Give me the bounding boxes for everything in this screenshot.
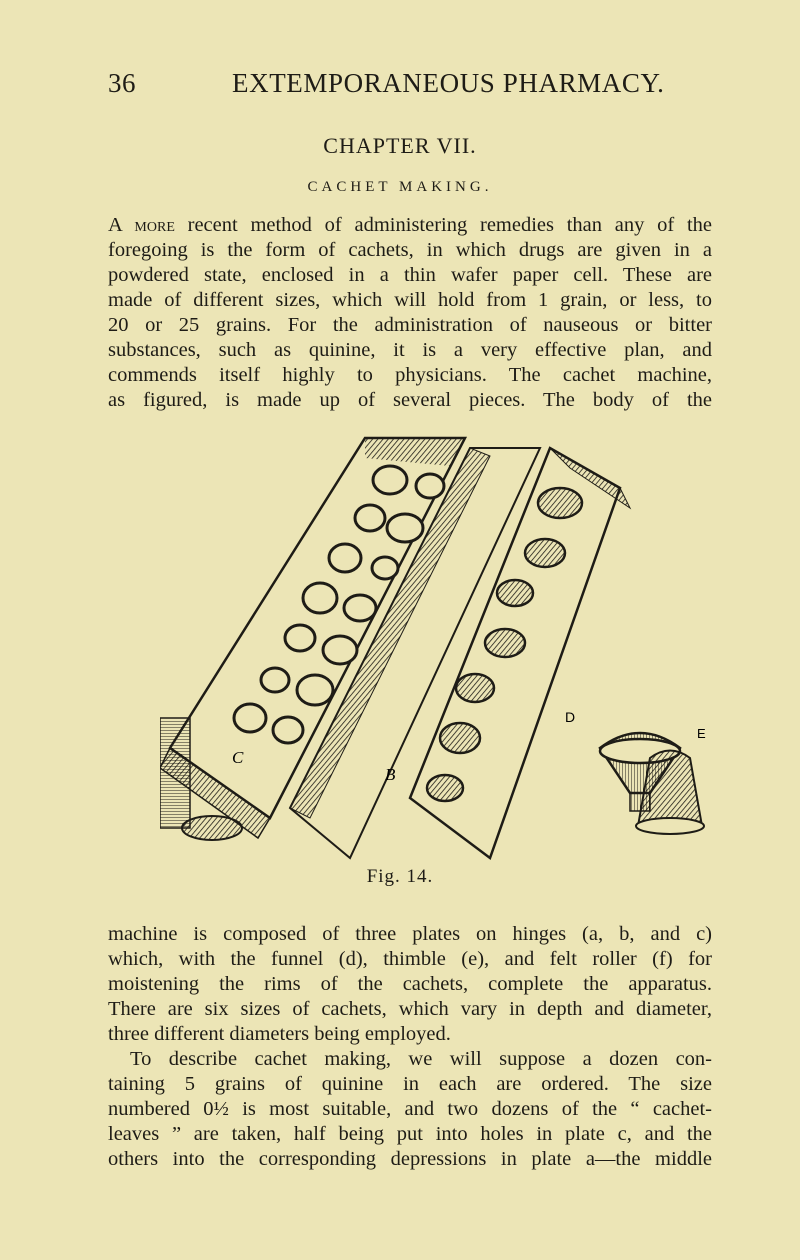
text-line: commends itself highly to physicians. The cachet machine,	[108, 364, 712, 386]
text-line: substances, such as quinine, it is a very effective plan, and	[108, 339, 712, 361]
text-line: 20 or 25 grains. For the administration of nauseous or bitter	[108, 314, 712, 336]
book-title: EXTEMPORANEOUS PHARMACY.	[232, 68, 665, 98]
text-line: A more recent method of administering remedies than any of the	[108, 214, 712, 236]
chapter-subtitle: CACHET MAKING.	[307, 179, 493, 195]
label-b: B	[385, 765, 396, 784]
text-line: moistening the rims of the cachets, complete the apparatus.	[108, 973, 712, 995]
text-line: To describe cachet making, we will suppose a dozen con-	[130, 1048, 712, 1070]
figure-caption: Fig. 14.	[366, 866, 434, 887]
text-line: as figured, is made up of several pieces. The body of the	[108, 389, 712, 411]
chapter-title: CHAPTER VII.	[323, 133, 477, 158]
text-line: machine is composed of three plates on hinges (a, b, and c)	[108, 923, 712, 945]
text-line: which, with the funnel (d), thimble (e), and felt roller (f) for	[108, 948, 712, 970]
paragraph-description	[108, 922, 712, 1172]
label-d: D	[565, 709, 576, 725]
text-line: leaves ” are taken, half being put into holes in plate c, and the	[108, 1123, 712, 1145]
page-number: 36	[108, 68, 136, 98]
running-head	[0, 68, 800, 108]
text-line: There are six sizes of cachets, which vary in depth and diameter,	[108, 998, 712, 1020]
text-line: taining 5 grains of quinine in each are ordered. The size	[108, 1073, 712, 1095]
text-line: powdered state, enclosed in a thin wafer paper cell. These are	[108, 264, 712, 286]
text-line: three different diameters being employed.	[108, 1023, 451, 1045]
label-e: E	[697, 726, 706, 741]
lead-in: A more	[108, 214, 175, 236]
cachet-machine-illustration	[160, 418, 720, 868]
text-line: numbered 0½ is most suitable, and two dozens of the “ cachet-	[108, 1098, 712, 1120]
label-c: C	[232, 748, 244, 767]
paragraph-intro	[108, 213, 712, 413]
text-line: others into the corresponding depressions in plate a—the middle	[108, 1148, 712, 1170]
text-line: made of different sizes, which will hold from 1 grain, or less, to	[108, 289, 712, 311]
text-line: foregoing is the form of cachets, in which drugs are given in a	[108, 239, 712, 261]
